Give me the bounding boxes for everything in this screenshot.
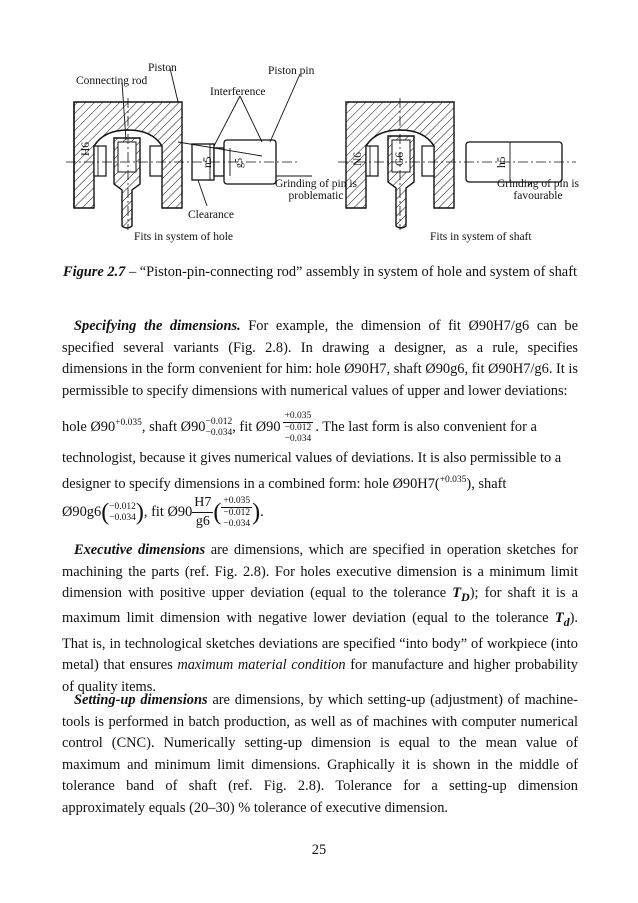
combo-upper: −0.012 bbox=[109, 501, 136, 512]
mmc-term: maximum material condition bbox=[177, 657, 346, 674]
label-connecting-rod: Connecting rod bbox=[76, 75, 148, 87]
label-piston-pin: Piston pin bbox=[268, 65, 315, 77]
paragraph-setting-up bbox=[62, 690, 578, 819]
combo-fit: , fit Ø90 bbox=[143, 504, 193, 520]
label-fits-hole: Fits in system of hole bbox=[134, 231, 234, 243]
combo-num: +0.035 bbox=[223, 495, 251, 506]
label-fits-shaft: Fits in system of shaft bbox=[430, 231, 532, 243]
label-n5: n5 bbox=[202, 156, 214, 168]
label-piston: Piston bbox=[148, 62, 177, 74]
deviation-line bbox=[62, 402, 578, 444]
combo-line: Ø90g6( −0.012 −0.034 ), fit Ø90 $\frac{H7}{g6}$ ( +0.035 −0.012 −0.034 ). bbox=[62, 495, 264, 530]
heading-setting-up: Setting-up dimensions bbox=[74, 692, 208, 708]
para2-text3: ). That is, in technological sketches deviations are specified “into body” of workpiece (into metal) that ensures bbox=[62, 610, 578, 674]
combo-h7-g6 bbox=[192, 494, 213, 531]
label-clearance: Clearance bbox=[188, 209, 234, 221]
shaft-upper: −0.012 bbox=[205, 416, 233, 427]
label-h5: h5 bbox=[496, 156, 508, 168]
fit-label: , fit Ø90 bbox=[232, 419, 281, 435]
fit-den-upper: −0.012 bbox=[284, 422, 312, 433]
paragraph-executive bbox=[62, 540, 578, 698]
fit-fraction bbox=[283, 411, 314, 445]
label-g6: G6 bbox=[394, 151, 406, 166]
label-interference: Interference bbox=[210, 86, 266, 98]
hole-sup: +0.035 bbox=[115, 418, 142, 428]
shaft-deviations bbox=[205, 417, 232, 439]
tolerance-td-sub: D bbox=[461, 589, 470, 604]
heading-specifying: Specifying the dimensions. bbox=[74, 318, 241, 334]
heading-executive: Executive dimensions bbox=[74, 542, 206, 558]
figure-2-7 bbox=[62, 58, 578, 250]
combo-shaft: Ø90g6 bbox=[62, 504, 102, 520]
fit-num: +0.035 bbox=[284, 410, 312, 421]
hole-label: hole Ø90 bbox=[62, 419, 116, 435]
label-grinding-favourable: Grinding of pin is favourable bbox=[496, 178, 580, 202]
label-h6: H6 bbox=[80, 141, 92, 156]
para2-text4: for manufacture and higher probability of quality items. bbox=[62, 657, 579, 695]
fit-den-lower: −0.034 bbox=[284, 433, 312, 444]
tolerance-td: T bbox=[452, 585, 462, 601]
label-grinding-problematic: Grinding of pin is problematic bbox=[274, 178, 358, 202]
combo-deviations bbox=[109, 502, 136, 524]
para1-text1: For example, the dimension of fit Ø90H7/g6 can be specified several variants (Fig. 2.8). In drawing a designer, as a rule, specifies dimensions in the form convenient for him: hole Ø90H7, shaft Ø90g6, fit Ø90H7/g6. It is permissible to specify dimensions with numerical values of upper and lower deviations: bbox=[62, 318, 578, 399]
figure-caption bbox=[62, 262, 578, 282]
shaft-lower: −0.034 bbox=[205, 427, 233, 438]
caption-label: Figure 2.7 bbox=[62, 264, 126, 280]
shaft-label: , shaft Ø90 bbox=[141, 419, 206, 435]
tolerance-tdd-sub: d bbox=[563, 615, 570, 630]
combo-g6: g6 bbox=[195, 514, 210, 530]
combo-end: . bbox=[260, 504, 264, 520]
paragraph-specifying bbox=[62, 316, 578, 402]
para1-text4b: ), shaft bbox=[466, 476, 507, 492]
page-number: 25 bbox=[311, 842, 327, 858]
label-g5: g5 bbox=[234, 158, 245, 168]
para1-text2: . The last form is also convenient for a bbox=[315, 419, 537, 435]
label-n6: N6 bbox=[352, 151, 364, 166]
tolerance-tdd: T bbox=[554, 610, 564, 627]
combo-lower: −0.034 bbox=[109, 512, 136, 523]
para3-text1: are dimensions, by which setting-up (adjustment) of machine-tools is performed in batch production, as well as of machines with computer numerical control (CNC). Numerically setting-up dimension is equal to the mean value of maximum and minimum limit dimensions. Graphically it is shown in the middle of tolerance band of shaft (ref. Fig. 2.8). Tolerance for a setting-up dimension approximately equals (20–30) % tolerance of executive dimension. bbox=[62, 692, 578, 816]
para1-text4-sup: +0.035 bbox=[439, 475, 467, 485]
para2-text1: are dimensions, which are specified in operation sketches for machining the parts (ref. Fig. 2.8). For holes executive dimension is a minimum limit dimension with positive upper deviation (equal to the tolerance bbox=[62, 542, 578, 601]
combo-h7: H7 bbox=[192, 494, 213, 513]
para2-text2: ); for shaft it is a maximum limit dimension with negative lower deviation (equal to the tolerance bbox=[62, 585, 579, 627]
para1-line3: technologist, because it gives numerical values of deviations. It is also permissible to a bbox=[62, 450, 562, 466]
combo-den-upper: −0.012 bbox=[223, 507, 251, 518]
combo-den-lower: −0.034 bbox=[223, 518, 251, 529]
caption-text: – “Piston-pin-connecting rod” assembly in system of hole and system of shaft bbox=[125, 264, 577, 280]
combo-fraction bbox=[221, 496, 252, 530]
para1-text4a: designer to specify dimensions in a combined form: hole Ø90H7( bbox=[62, 476, 440, 492]
